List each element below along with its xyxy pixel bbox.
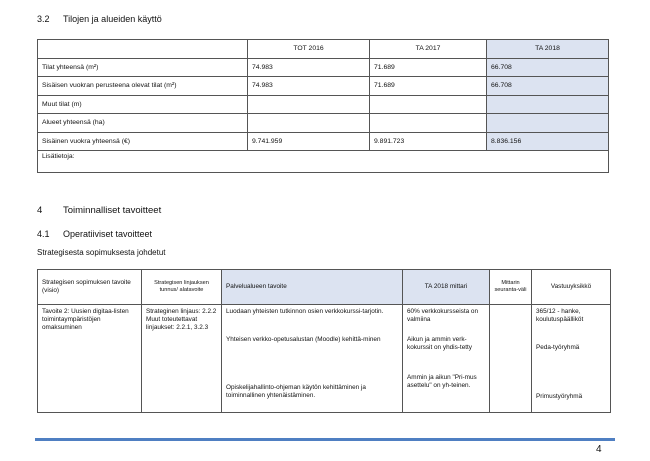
cell-service-goals [222, 305, 403, 413]
metric-item: 60% verkkokursseista on valmiina [407, 308, 479, 323]
header-cell: TA 2018 [487, 40, 609, 59]
cell-value: 74.983 [248, 77, 370, 96]
row-label: Sisäisen vuokran perusteena olevat tilat (m²) [38, 77, 248, 96]
header-service-goal: Palvelualueen tavoite [222, 270, 403, 305]
cell-value: 66.708 [487, 58, 609, 77]
cell-value: 9.741.959 [248, 132, 370, 151]
table-header-row [38, 270, 611, 305]
section-title: Toiminnalliset tavoitteet [63, 205, 162, 216]
section-heading-4 [37, 205, 161, 216]
section-title: Operatiiviset tavoitteet [63, 229, 153, 239]
table-row [38, 305, 611, 413]
header-cell: TOT 2016 [248, 40, 370, 59]
page-number: 4 [596, 444, 602, 455]
section-title: Tilojen ja alueiden käyttö [63, 14, 162, 24]
header-strategic-goal: Strategisen sopimuksen tavoite (visio) [38, 270, 142, 305]
section-heading-4-1 [37, 229, 152, 239]
header-responsible: Vastuuyksikkö [532, 270, 611, 305]
cell-value: 9.891.723 [370, 132, 487, 151]
header-cell: TA 2017 [370, 40, 487, 59]
cell-value [487, 95, 609, 114]
section-number: 4 [37, 205, 43, 216]
responsible-item: Peda-työryhmä [536, 344, 580, 351]
operational-goals-table [37, 269, 611, 413]
cell-value: 71.689 [370, 77, 487, 96]
table-row-note [38, 151, 609, 173]
metric-item: Ammin ja aikun "Pri-mus asettelu" on yh-teinen. [407, 374, 477, 389]
cell-meter [490, 305, 532, 413]
table-row [38, 77, 609, 96]
note-label: Lisätietoja: [38, 151, 609, 173]
cell-value [370, 95, 487, 114]
cell-value [487, 114, 609, 133]
cell-value: 8.836.156 [487, 132, 609, 151]
header-ta2018: TA 2018 mittari [403, 270, 490, 305]
header-meter: Mittarin seuranta-väli [490, 270, 532, 305]
table-row [38, 132, 609, 151]
cell-value: 71.689 [370, 58, 487, 77]
subheading: Strategisesta sopimuksesta johdetut [37, 248, 166, 257]
row-label: Sisäinen vuokra yhteensä (€) [38, 132, 248, 151]
table-row [38, 114, 609, 133]
section-number: 4.1 [37, 229, 50, 239]
cell-value [248, 95, 370, 114]
cell-value [248, 114, 370, 133]
cell-metrics [403, 305, 490, 413]
table-row [38, 95, 609, 114]
row-label: Tilat yhteensä (m²) [38, 58, 248, 77]
section-number: 3.2 [37, 14, 50, 24]
header-policy-id: Strategisen linjauksen tunnus/ alatavoite [142, 270, 222, 305]
service-goal-item: Luodaan yhteisten tutkinnon osien verkkokurssi-tarjotin. [226, 308, 384, 315]
cell-policy-id: Strateginen linjaus: 2.2.2 Muut toteutettavat linjaukset: 2.2.1, 3.2.3 [142, 305, 222, 413]
row-label: Alueet yhteensä (ha) [38, 114, 248, 133]
responsible-item: Primustyöryhmä [536, 393, 583, 400]
metric-item: Aikun ja ammin verk-kokurssit on yhdis-tetty [407, 336, 472, 351]
responsible-item: 365/12 - hanke, koulutuspäälliköt [536, 308, 584, 323]
footer-rule [35, 438, 615, 441]
cell-value: 74.983 [248, 58, 370, 77]
row-label: Muut tilat (m) [38, 95, 248, 114]
table-header-row [38, 40, 609, 59]
table-row [38, 58, 609, 77]
header-cell [38, 40, 248, 59]
service-goal-item: Yhteisen verkko-opetusalustan (Moodle) kehittä-minen [226, 336, 381, 343]
cell-value: 66.708 [487, 77, 609, 96]
cell-strategic-goal: Tavoite 2: Uusien digitaa-listen toimintaympäristöjen omaksuminen [38, 305, 142, 413]
cell-value [370, 114, 487, 133]
service-goal-item: Opiskelijahallinto-ohjeman käytön kehittäminen ja toiminnallinen yhtenäistäminen. [226, 384, 366, 399]
section-heading-3-2 [37, 14, 162, 24]
cell-responsible [532, 305, 611, 413]
space-usage-table [37, 39, 609, 173]
